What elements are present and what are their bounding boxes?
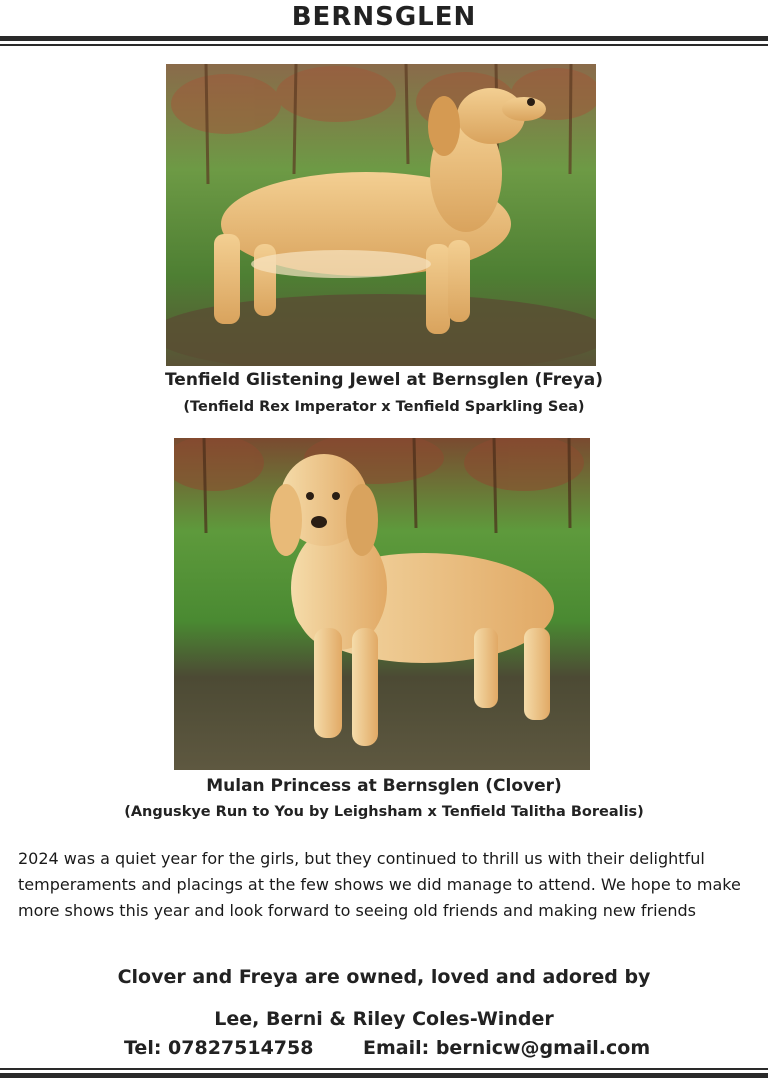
owners-email: Email: bernicw@gmail.com [363, 1037, 651, 1059]
photo-freya [166, 64, 596, 366]
dog-parentage-clover: (Anguskye Run to You by Leighsham x Tenfield Talitha Borealis) [124, 804, 644, 820]
header-rule-thick [0, 36, 768, 41]
header-rule-thin [0, 44, 768, 46]
dog-name-clover: Mulan Princess at Bernsglen (Clover) [206, 776, 562, 796]
owners-names: Lee, Berni & Riley Coles-Winder [214, 1008, 554, 1030]
photo-clover [174, 438, 590, 770]
dog-name-freya: Tenfield Glistening Jewel at Bernsglen (Freya) [164, 370, 604, 390]
owners-intro: Clover and Freya are owned, loved and adored by [117, 966, 651, 988]
intro-paragraph: 2024 was a quiet year for the girls, but they continued to thrill us with their delightful temperaments and placings at the few shows we did manage to attend. We hope to make more shows this year and look forward to seeing old friends and making new friends [18, 849, 741, 920]
page-title: BERNSGLEN [291, 2, 477, 32]
footer-rule-thin [0, 1068, 768, 1070]
owners-tel: Tel: 07827514758 [124, 1037, 314, 1059]
footer-rule-thick [0, 1073, 768, 1078]
dog-parentage-freya: (Tenfield Rex Imperator x Tenfield Sparkling Sea) [183, 399, 585, 415]
